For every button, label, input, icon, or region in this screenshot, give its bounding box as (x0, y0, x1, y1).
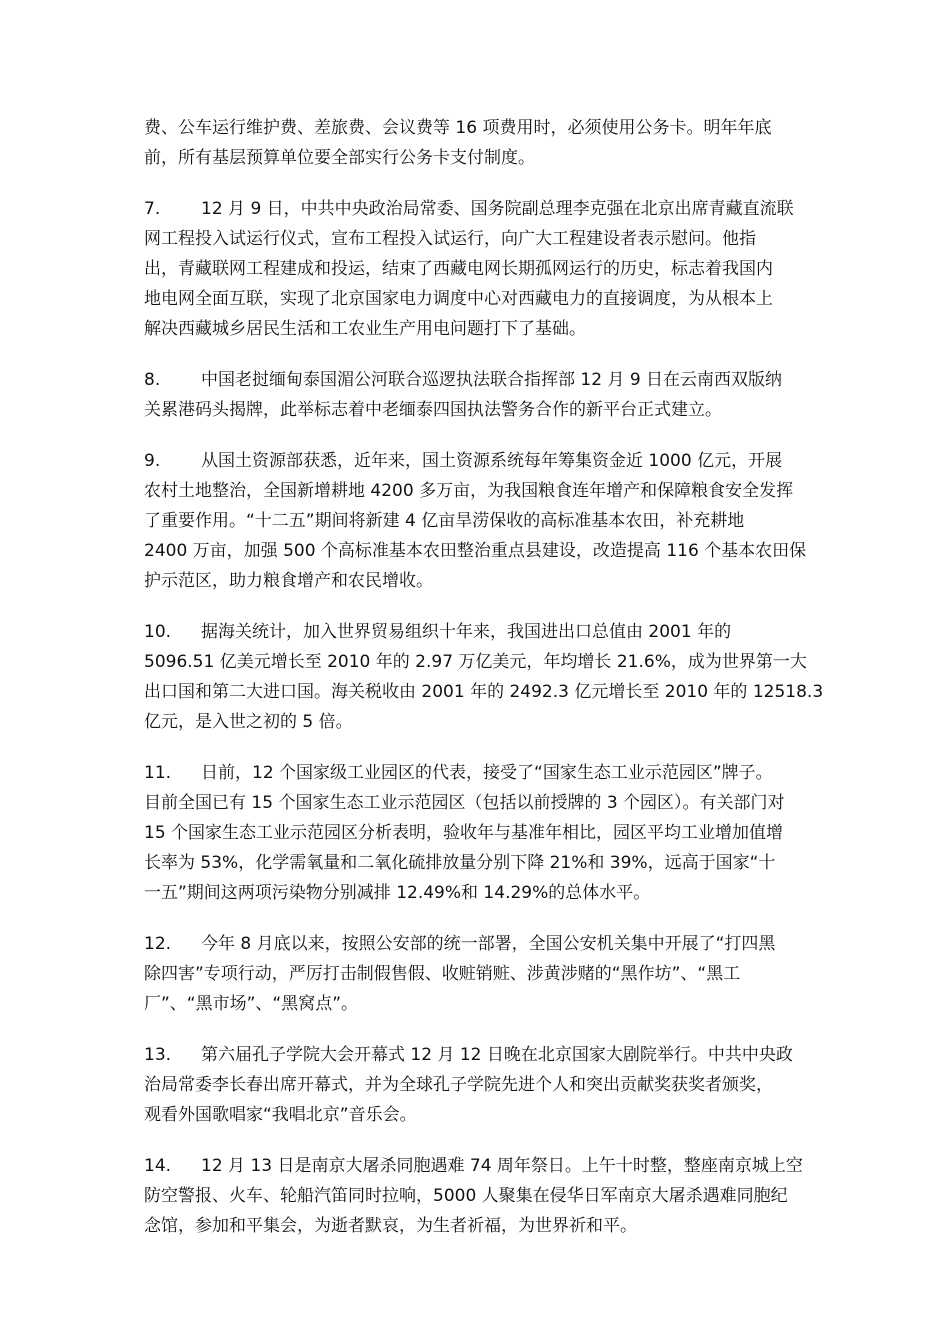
line-text: 亿元，是入世之初的 5 倍。 (144, 712, 353, 732)
news-item-paragraph (144, 113, 814, 173)
text-line (144, 254, 814, 284)
line-text: 今年 8 月底以来，按照公安部的统一部署，全国公安机关集中开展了“打四黑 (201, 934, 776, 954)
text-line (144, 395, 814, 425)
text-line (144, 677, 824, 707)
news-item-paragraph (144, 194, 814, 344)
text-line (144, 1211, 814, 1241)
text-line (144, 536, 814, 566)
text-line (144, 314, 814, 344)
text-line (144, 194, 814, 224)
news-item-paragraph (144, 1040, 814, 1130)
item-number: 7. (144, 199, 161, 219)
line-text: 护示范区，助力粮食增产和农民增收。 (144, 571, 433, 591)
news-item-paragraph (144, 1151, 814, 1241)
item-number: 8. (144, 370, 161, 390)
line-text: 日前，12 个国家级工业园区的代表，接受了“国家生态工业示范园区”牌子。 (201, 763, 773, 783)
text-line (144, 1181, 814, 1211)
text-line (144, 224, 814, 254)
line-text: 除四害”专项行动，严厉打击制假售假、收赃销赃、涉黄涉赌的“黑作坊”、“黑工 (144, 964, 741, 984)
document-body (144, 113, 824, 1262)
line-text: 网工程投入试运行仪式，宣布工程投入试运行，向广大工程建设者表示慰问。他指 (144, 229, 756, 249)
line-text: 前，所有基层预算单位要全部实行公务卡支付制度。 (144, 148, 535, 168)
text-line (144, 1100, 814, 1130)
line-text: 一五”期间这两项污染物分别减排 12.49%和 14.29%的总体水平。 (144, 883, 651, 903)
text-line (144, 446, 814, 476)
line-text: 中国老挝缅甸泰国湄公河联合巡逻执法联合指挥部 12 月 9 日在云南西双版纳 (201, 370, 783, 390)
line-text: 长率为 53%，化学需氧量和二氧化硫排放量分别下降 21%和 39%，远高于国家“十 (144, 853, 776, 873)
text-line (144, 647, 814, 677)
line-text: 地电网全面互联，实现了北京国家电力调度中心对西藏电力的直接调度，为从根本上 (144, 289, 773, 309)
line-text: 15 个国家生态工业示范园区分析表明，验收年与基准年相比，园区平均工业增加值增 (144, 823, 784, 843)
line-text: 农村土地整治，全国新增耕地 4200 多万亩，为我国粮食连年增产和保障粮食安全发挥 (144, 481, 794, 501)
item-number: 14. (144, 1156, 172, 1176)
line-text: 防空警报、火车、轮船汽笛同时拉响，5000 人聚集在侵华日军南京大屠杀遇难同胞纪 (144, 1186, 788, 1206)
text-line (144, 1040, 814, 1070)
news-item-paragraph (144, 758, 814, 908)
line-text: 了重要作用。“十二五”期间将新建 4 亿亩旱涝保收的高标准基本农田，补充耕地 (144, 511, 745, 531)
text-line (144, 758, 814, 788)
text-line (144, 284, 814, 314)
line-text: 2400 万亩，加强 500 个高标准基本农田整治重点县建设，改造提高 116 个基本农田保 (144, 541, 807, 561)
item-number: 9. (144, 451, 161, 471)
line-text: 第六届孔子学院大会开幕式 12 月 12 日晚在北京国家大剧院举行。中共中央政 (201, 1045, 793, 1065)
line-text: 解决西藏城乡居民生活和工农业生产用电问题打下了基础。 (144, 319, 586, 339)
text-line (144, 143, 814, 173)
text-line (144, 506, 814, 536)
line-text: 观看外国歌唱家“我唱北京”音乐会。 (144, 1105, 417, 1125)
line-text: 关累港码头揭牌，此举标志着中老缅泰四国执法警务合作的新平台正式建立。 (144, 400, 722, 420)
item-number: 13. (144, 1045, 172, 1065)
line-text: 念馆，参加和平集会，为逝者默哀，为生者祈福，为世界祈和平。 (144, 1216, 637, 1236)
line-text: 目前全国已有 15 个国家生态工业示范园区（包括以前授牌的 3 个园区）。有关部门对 (144, 793, 785, 813)
text-line (144, 848, 814, 878)
text-line (144, 1151, 814, 1181)
news-item-paragraph (144, 365, 814, 425)
line-text: 5096.51 亿美元增长至 2010 年的 2.97 万亿美元，年均增长 21.6%，成为世界第一大 (144, 652, 807, 672)
line-text: 出，青藏联网工程建成和投运，结束了西藏电网长期孤网运行的历史，标志着我国内 (144, 259, 773, 279)
line-text: 费、公车运行维护费、差旅费、会议费等 16 项费用时，必须使用公务卡。明年年底 (144, 118, 772, 138)
line-text: 厂”、“黑市场”、“黑窝点”。 (144, 994, 359, 1014)
line-text: 治局常委李长春出席开幕式，并为全球孔子学院先进个人和突出贡献奖获奖者颁奖， (144, 1075, 773, 1095)
news-item-paragraph (144, 929, 814, 1019)
text-line (144, 959, 814, 989)
text-line (144, 989, 814, 1019)
text-line (144, 878, 814, 908)
text-line (144, 476, 814, 506)
line-text: 12 月 13 日是南京大屠杀同胞遇难 74 周年祭日。上午十时整，整座南京城上空 (201, 1156, 803, 1176)
item-number: 12. (144, 934, 172, 954)
item-number: 10. (144, 622, 172, 642)
news-item-paragraph (144, 446, 814, 596)
text-line (144, 788, 814, 818)
line-text: 从国土资源部获悉，近年来，国土资源系统每年筹集资金近 1000 亿元，开展 (201, 451, 783, 471)
line-text: 据海关统计，加入世界贸易组织十年来，我国进出口总值由 2001 年的 (201, 622, 732, 642)
text-line (144, 1070, 814, 1100)
text-line (144, 818, 814, 848)
line-text: 出口国和第二大进口国。海关税收由 2001 年的 2492.3 亿元增长至 2010 年的 12518.3 (144, 682, 824, 702)
text-line (144, 929, 814, 959)
text-line (144, 707, 814, 737)
text-line (144, 566, 814, 596)
line-text: 12 月 9 日，中共中央政治局常委、国务院副总理李克强在北京出席青藏直流联 (201, 199, 794, 219)
item-number: 11. (144, 763, 172, 783)
text-line (144, 365, 814, 395)
text-line (144, 113, 814, 143)
text-line (144, 617, 814, 647)
news-item-paragraph (144, 617, 824, 737)
